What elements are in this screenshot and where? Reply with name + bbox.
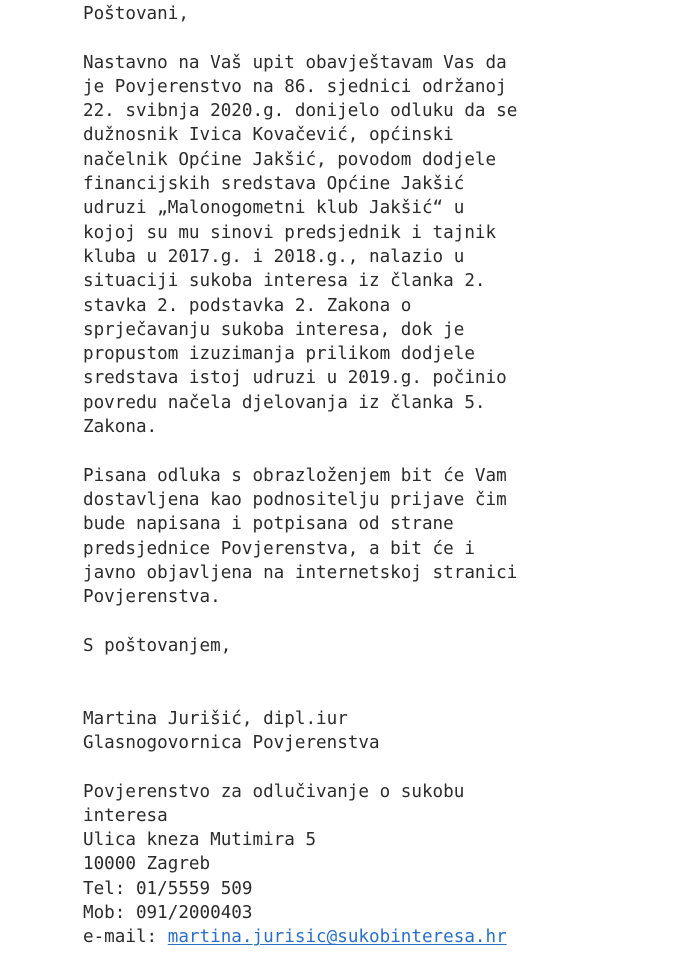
paragraph-line: financijskih sredstava Općine Jakšić <box>83 174 465 195</box>
spacer <box>83 26 683 50</box>
paragraph-written-decision <box>83 464 683 610</box>
paragraph-line: povredu načela djelovanja iz članka 5. <box>83 392 486 413</box>
signature-role: Glasnogovornica Povjerenstva <box>83 732 380 753</box>
paragraph-line: kluba u 2017.g. i 2018.g., nalazio u <box>83 246 465 267</box>
signature <box>83 707 683 756</box>
email-line <box>83 925 683 949</box>
paragraph-line: situaciji sukoba interesa iz članka 2. <box>83 271 486 292</box>
signature-name: Martina Jurišić, dipl.iur <box>83 708 348 729</box>
spacer <box>83 439 683 463</box>
city-address: 10000 Zagreb <box>83 854 211 875</box>
paragraph-line: sredstava istoj udruzi u 2019.g. počinio <box>83 368 507 389</box>
paragraph-line: je Povjerenstvo na 86. sjednici održanoj <box>83 76 507 97</box>
email-body <box>83 2 683 950</box>
spacer <box>83 609 683 633</box>
street-address: Ulica kneza Mutimira 5 <box>83 830 317 851</box>
telephone: Tel: 01/5559 509 <box>83 878 253 899</box>
organization-name-continued: interesa <box>83 805 168 826</box>
paragraph-line: Zakona. <box>83 417 158 438</box>
paragraph-line: Pisana odluka s obrazloženjem bit će Vam <box>83 465 507 486</box>
mobile: Mob: 091/2000403 <box>83 902 253 923</box>
contact-block <box>83 780 683 950</box>
paragraph-line: propustom izuzimanja prilikom dodjele <box>83 344 475 365</box>
paragraph-line: načelnik Općine Jakšić, povodom dodjele <box>83 149 497 170</box>
paragraph-line: javno objavljena na internetskoj stranici <box>83 562 518 583</box>
spacer <box>83 755 683 779</box>
paragraph-line: sprječavanju sukoba interesa, dok je <box>83 319 465 340</box>
email-label: e-mail: <box>83 927 168 948</box>
paragraph-line: udruzi „Malonogometni klub Jakšić“ u <box>83 198 465 219</box>
organization-name: Povjerenstvo za odlučivanje o sukobu <box>83 781 465 802</box>
spacer <box>83 658 683 707</box>
paragraph-line: Povjerenstva. <box>83 587 221 608</box>
paragraph-line: stavka 2. podstavka 2. Zakona o <box>83 295 412 316</box>
greeting: Poštovani, <box>83 4 189 24</box>
paragraph-line: predsjednice Povjerenstva, a bit će i <box>83 538 475 559</box>
email-link[interactable]: martina.jurisic@sukobinteresa.hr <box>167 927 507 948</box>
paragraph-line: kojoj su mu sinovi predsjednik i tajnik <box>83 222 497 243</box>
paragraph-line: bude napisana i potpisana od strane <box>83 514 454 535</box>
paragraph-line: Nastavno na Vaš upit obavještavam Vas da <box>83 52 507 73</box>
closing: S poštovanjem, <box>83 635 232 656</box>
paragraph-line: dostavljena kao podnositelju prijave čim <box>83 489 507 510</box>
paragraph-line: 22. svibnja 2020.g. donijelo odluku da se <box>83 101 518 122</box>
paragraph-decision <box>83 51 683 440</box>
paragraph-line: dužnosnik Ivica Kovačević, općinski <box>83 125 454 146</box>
